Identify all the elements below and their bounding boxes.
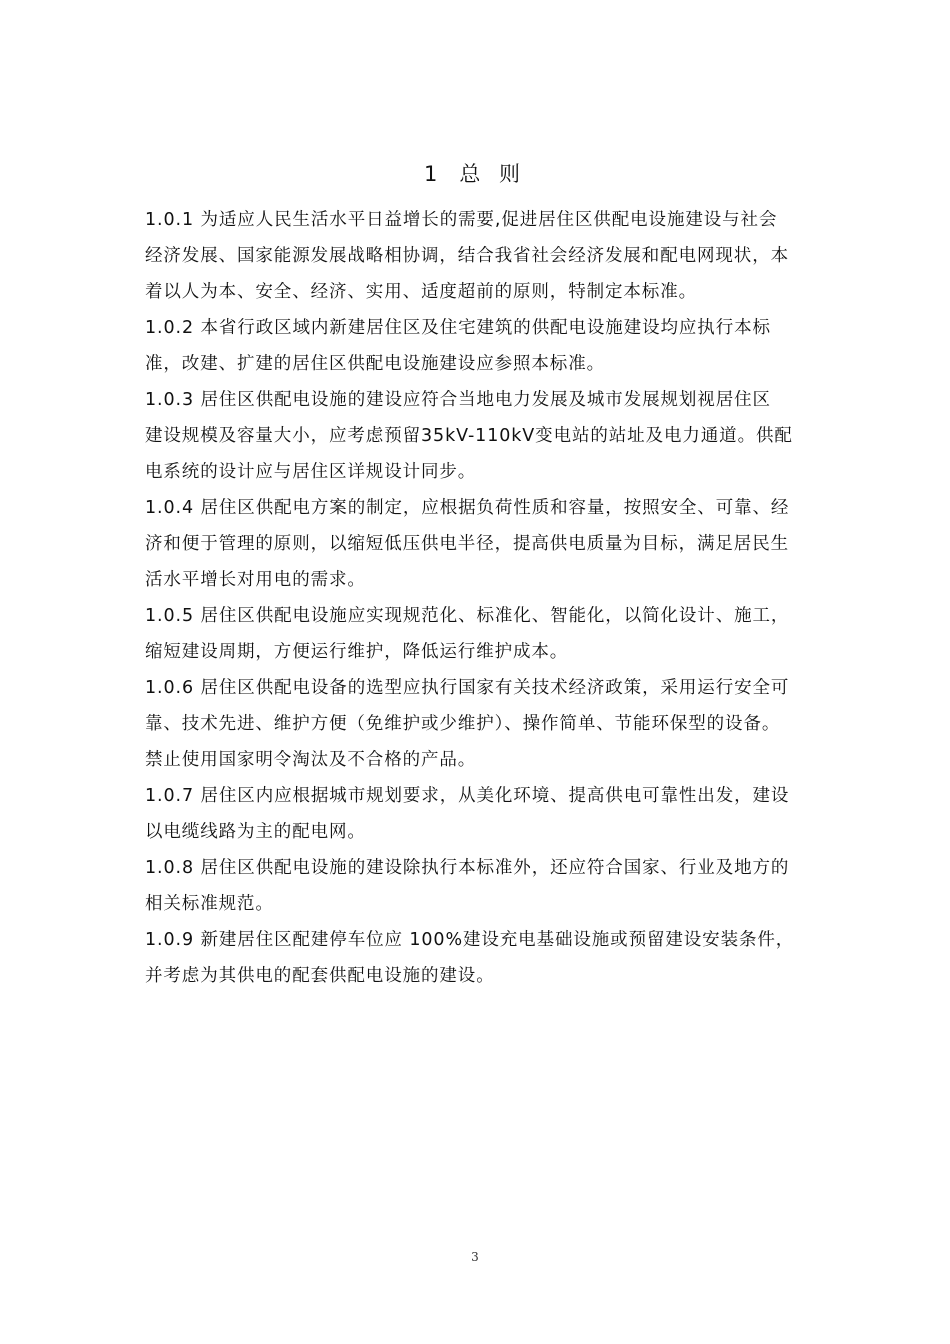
clause-line: 活水平增长对用电的需求。 xyxy=(145,570,366,590)
clause-line: 以电缆线路为主的配电网。 xyxy=(145,822,366,842)
page-number: 3 xyxy=(471,1250,479,1264)
clause-line: 1.0.3 居住区供配电设施的建设应符合当地电力发展及城市发展规划视居住区 xyxy=(145,390,771,410)
clause-1-0-1 xyxy=(145,202,807,310)
chapter-number: 1 xyxy=(423,162,444,186)
clause-1-0-6 xyxy=(145,670,807,778)
clause-line: 准，改建、扩建的居住区供配电设施建设应参照本标准。 xyxy=(145,354,605,374)
clause-line: 经济发展、国家能源发展战略相协调，结合我省社会经济发展和配电网现状，本 xyxy=(145,246,789,266)
clause-1-0-4 xyxy=(145,490,807,598)
clause-line: 建设规模及容量大小，应考虑预留35kV-110kV变电站的站址及电力通道。供配 xyxy=(145,426,793,446)
clause-line: 靠、技术先进、维护方便（免维护或少维护）、操作简单、节能环保型的设备。 xyxy=(145,714,781,734)
clause-line: 相关标准规范。 xyxy=(145,894,274,914)
chapter-title: 总 则 xyxy=(459,162,527,186)
clause-line: 1.0.2 本省行政区域内新建居住区及住宅建筑的供配电设施建设均应执行本标 xyxy=(145,318,771,338)
clause-line: 1.0.7 居住区内应根据城市规划要求，从美化环境、提高供电可靠性出发，建设 xyxy=(145,786,790,806)
clause-line: 并考虑为其供电的配套供配电设施的建设。 xyxy=(145,966,495,986)
clause-line: 禁止使用国家明令淘汰及不合格的产品。 xyxy=(145,750,477,770)
clause-line: 电系统的设计应与居住区详规设计同步。 xyxy=(145,462,477,482)
clause-1-0-2 xyxy=(145,310,807,382)
clause-line: 1.0.1 为适应人民生活水平日益增长的需要,促进居住区供配电设施建设与社会 xyxy=(145,210,778,230)
clause-line: 1.0.9 新建居住区配建停车位应 100%建设充电基础设施或预留建设安装条件， xyxy=(145,930,795,950)
clause-line: 1.0.4 居住区供配电方案的制定，应根据负荷性质和容量，按照安全、可靠、经 xyxy=(145,498,790,518)
clause-1-0-7 xyxy=(145,778,807,850)
clause-line: 1.0.6 居住区供配电设备的选型应执行国家有关技术经济政策，采用运行安全可 xyxy=(145,678,790,698)
chapter-heading xyxy=(0,158,950,188)
clause-line: 济和便于管理的原则，以缩短低压供电半径，提高供电质量为目标，满足居民生 xyxy=(145,534,789,554)
clause-1-0-8 xyxy=(145,850,807,922)
clause-line: 着以人为本、安全、经济、实用、适度超前的原则，特制定本标准。 xyxy=(145,282,697,302)
clause-line: 1.0.8 居住区供配电设施的建设除执行本标准外，还应符合国家、行业及地方的 xyxy=(145,858,790,878)
clause-1-0-9 xyxy=(145,922,807,994)
clause-line: 缩短建设周期，方便运行维护，降低运行维护成本。 xyxy=(145,642,569,662)
clause-line: 1.0.5 居住区供配电设施应实现规范化、标准化、智能化，以简化设计、施工， xyxy=(145,606,790,626)
clause-1-0-3 xyxy=(145,382,807,490)
document-body xyxy=(145,202,807,994)
clause-1-0-5 xyxy=(145,598,807,670)
